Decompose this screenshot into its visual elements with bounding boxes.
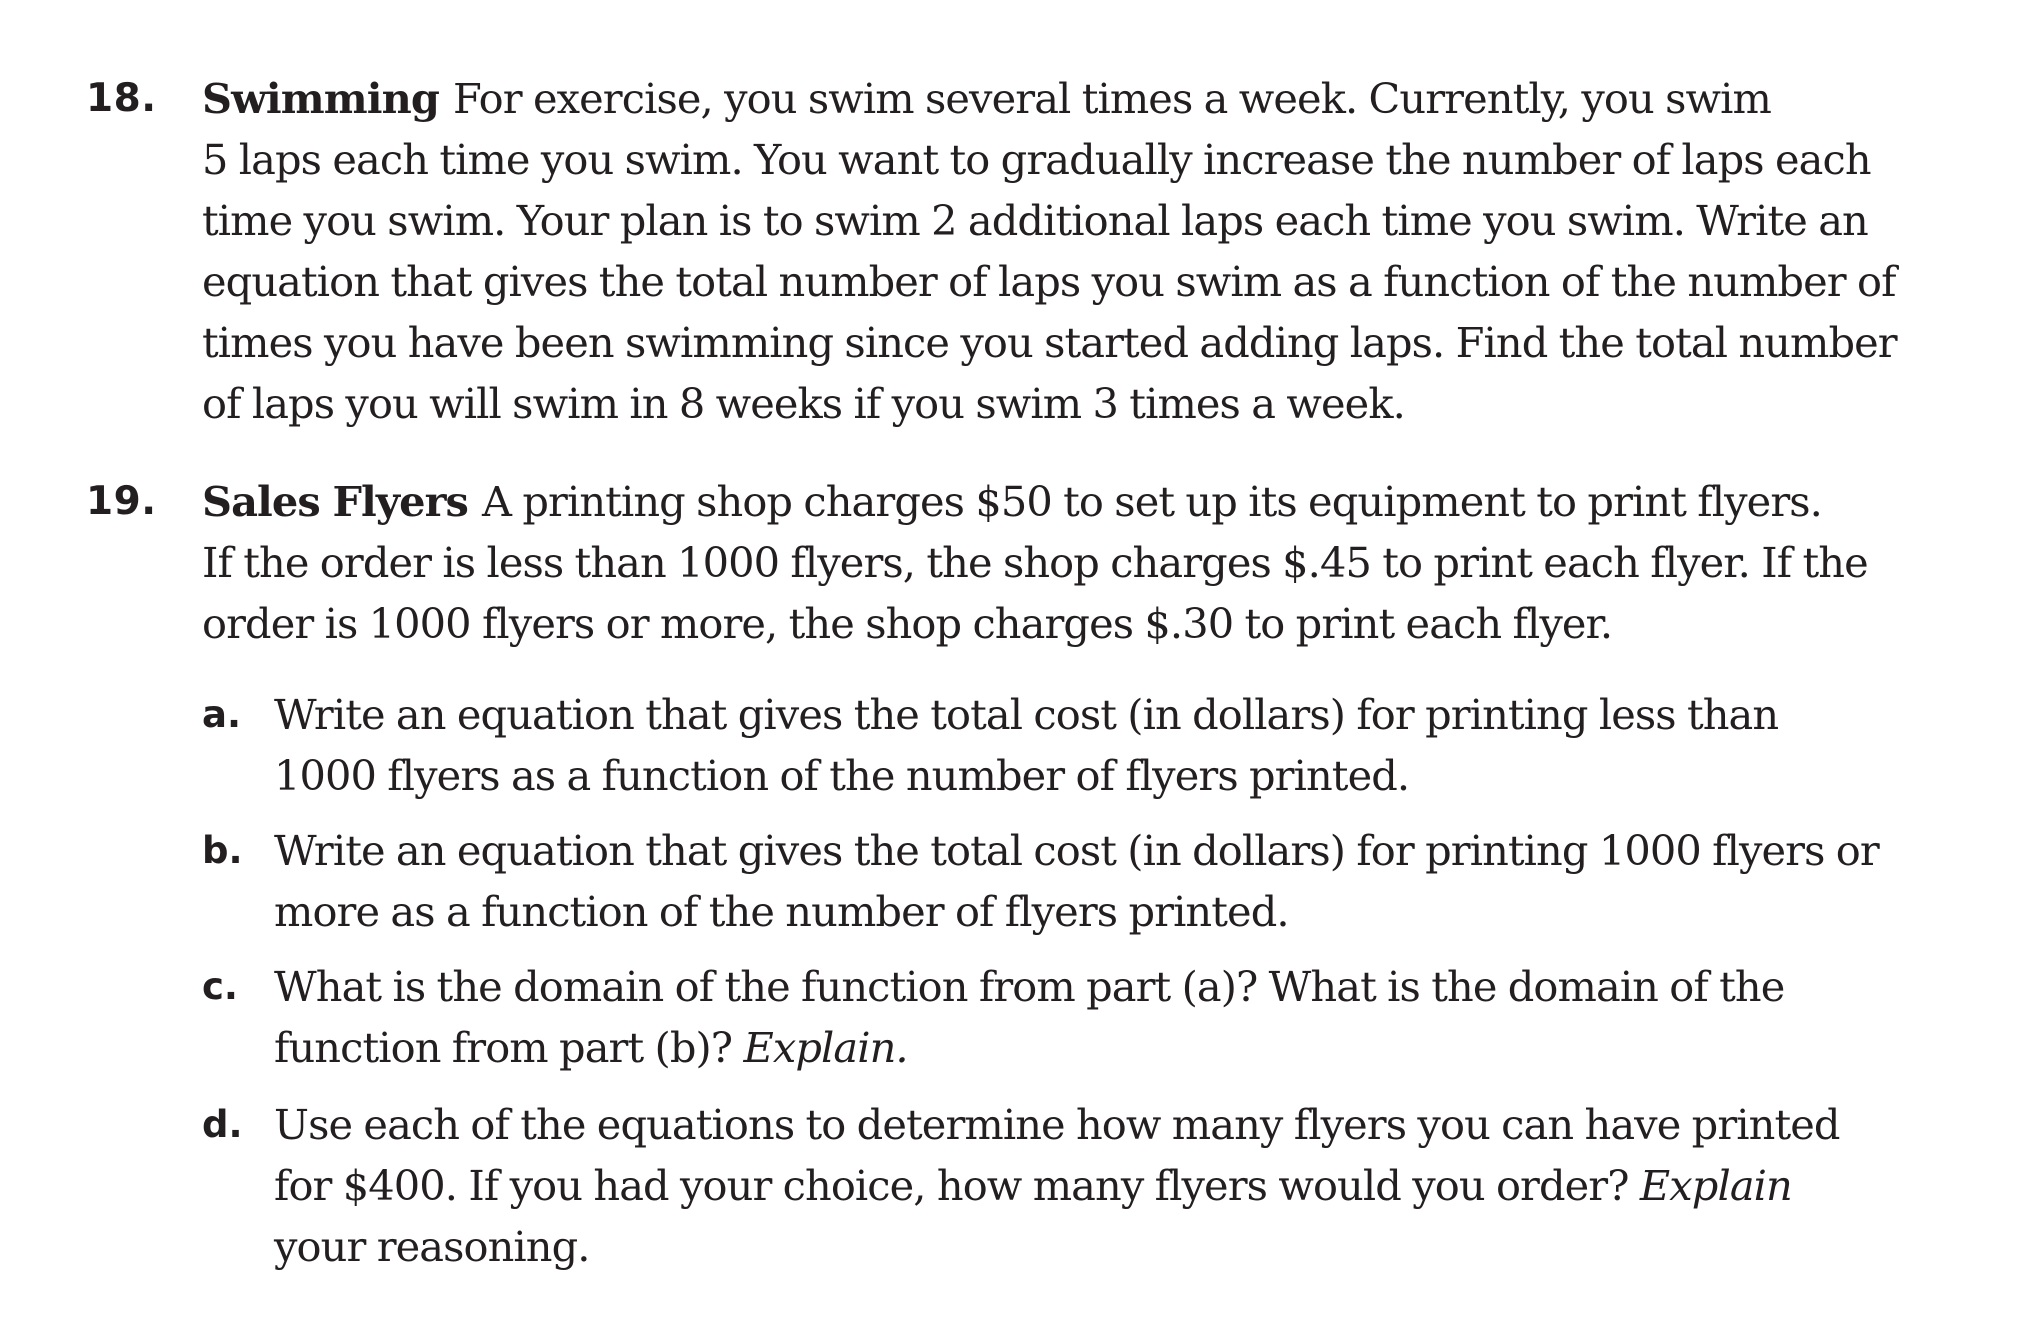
problem-line: If the order is less than 1000 flyers, the shop charges $.45 to print each flyer. If the <box>202 538 1868 587</box>
italic-explain: Explain. <box>743 1023 908 1072</box>
part-line-text: function from part (b)? <box>274 1023 733 1072</box>
problem-number: 18. <box>86 76 157 121</box>
part-text <box>274 956 1974 1078</box>
problem-line: time you swim. Your plan is to swim 2 additional laps each time you swim. Write an <box>202 196 1868 245</box>
part-line: Write an equation that gives the total cost (in dollars) for printing less than <box>274 690 1779 739</box>
problem-line: order is 1000 flyers or more, the shop charges $.30 to print each flyer. <box>202 599 1613 648</box>
problem-text <box>202 68 1972 434</box>
part-text <box>274 684 1974 806</box>
part-letter: b. <box>202 829 243 872</box>
part-line <box>274 1155 1974 1216</box>
problem-line: of laps you will swim in 8 weeks if you swim 3 times a week. <box>202 379 1405 428</box>
part-line: 1000 flyers as a function of the number of flyers printed. <box>274 751 1410 800</box>
part-text <box>274 820 1974 942</box>
part-letter: c. <box>202 965 238 1008</box>
part-line <box>274 1017 1974 1078</box>
part-text <box>274 1094 1974 1277</box>
problem-title: Sales Flyers <box>202 477 469 526</box>
part-line: Write an equation that gives the total cost (in dollars) for printing 1000 flyers or <box>274 826 1879 875</box>
part-line: Use each of the equations to determine how many flyers you can have printed <box>274 1100 1840 1149</box>
problem-text <box>202 471 1972 654</box>
problem-line: equation that gives the total number of laps you swim as a function of the number of <box>202 257 1896 306</box>
problem-line: 5 laps each time you swim. You want to gradually increase the number of laps each <box>202 135 1871 184</box>
problem-line-text: A printing shop charges $50 to set up its equipment to print flyers. <box>482 477 1822 526</box>
problem-number: 19. <box>86 479 157 524</box>
italic-explain: Explain <box>1639 1161 1792 1210</box>
problem-line-text: For exercise, you swim several times a week. Currently, you swim <box>453 74 1771 123</box>
problem-title: Swimming <box>202 74 440 123</box>
part-line-text: for $400. If you had your choice, how many flyers would you order? <box>274 1161 1629 1210</box>
problem-line: times you have been swimming since you started adding laps. Find the total number <box>202 318 1897 367</box>
part-letter: d. <box>202 1103 243 1146</box>
problem-line <box>202 68 1972 129</box>
part-line: more as a function of the number of flyers printed. <box>274 887 1289 936</box>
part-letter: a. <box>202 693 242 736</box>
part-line: What is the domain of the function from part (a)? What is the domain of the <box>274 962 1785 1011</box>
problem-line <box>202 471 1972 532</box>
part-line: your reasoning. <box>274 1222 590 1271</box>
